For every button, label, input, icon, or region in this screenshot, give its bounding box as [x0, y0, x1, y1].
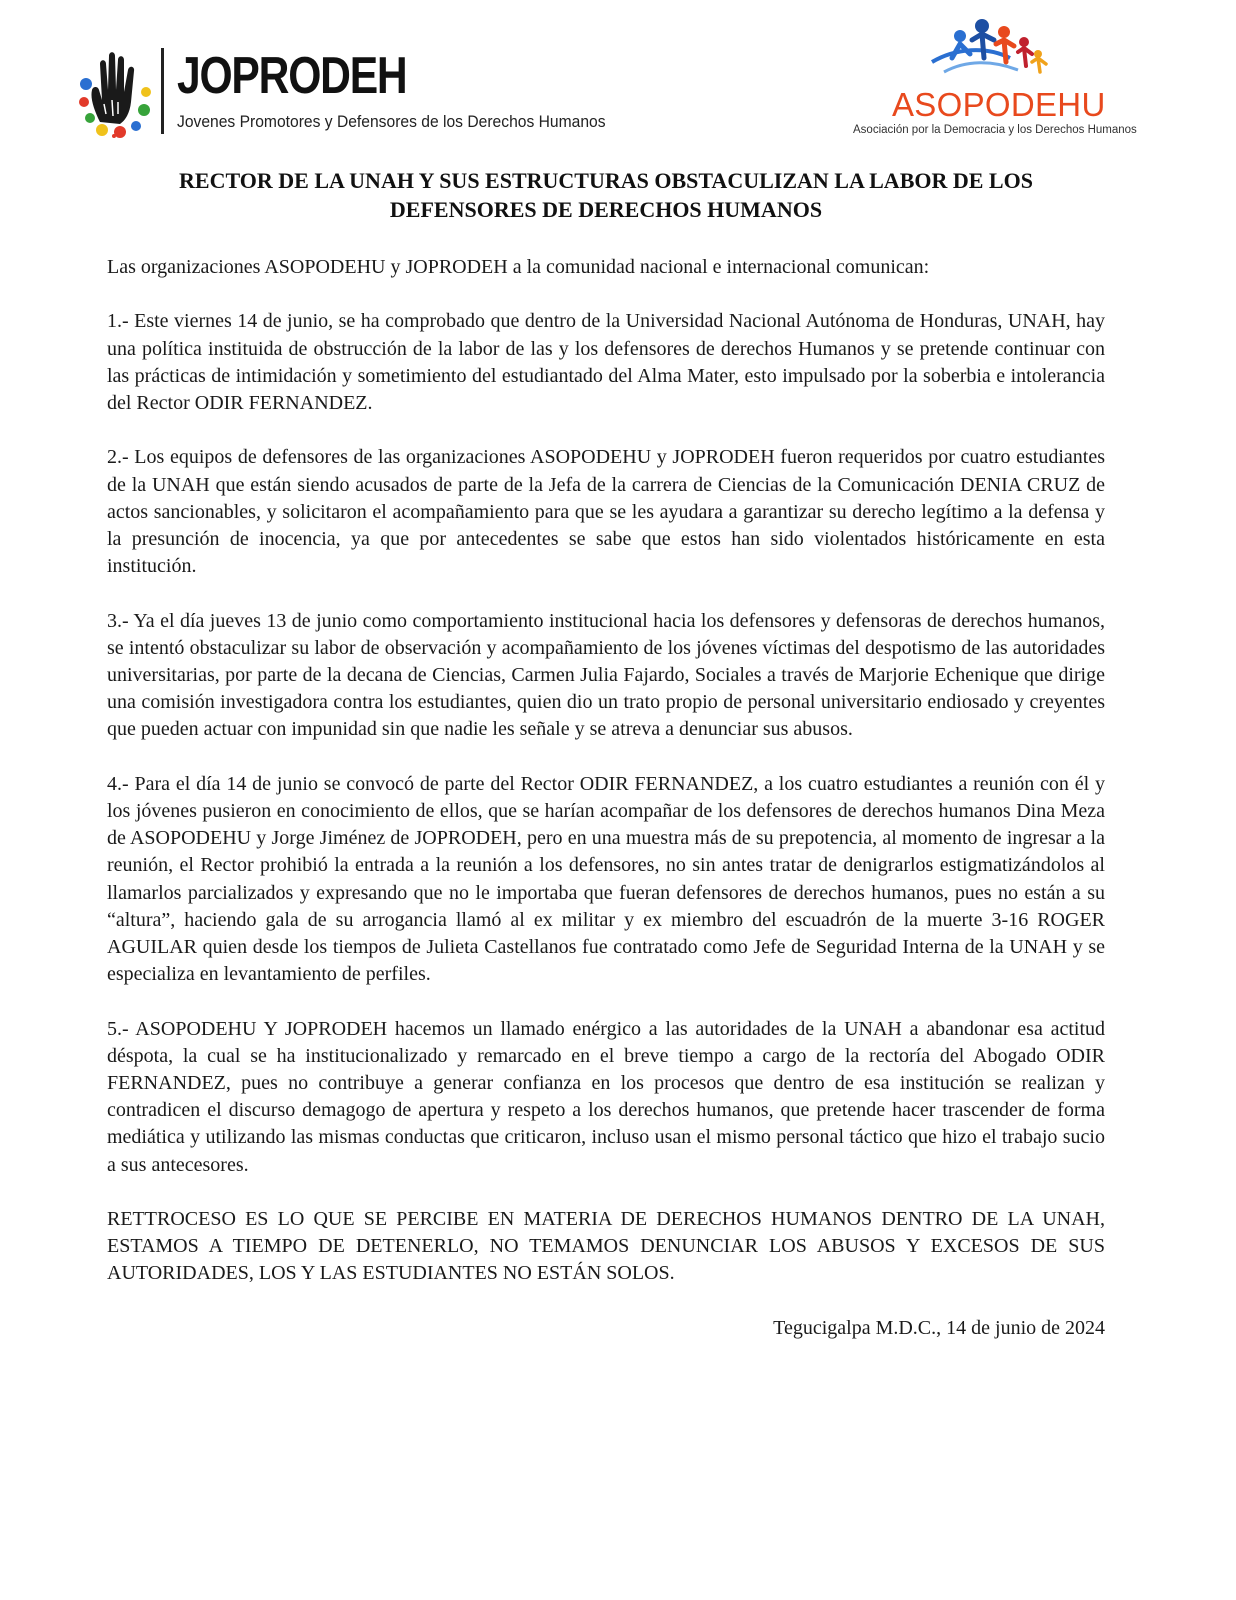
intro-paragraph: Las organizaciones ASOPODEHU y JOPRODEH a la comunidad nacional e internacional comunican:: [107, 256, 930, 278]
asopodehu-logo: [848, 18, 1148, 143]
point-1-paragraph: 1.- Este viernes 14 de junio, se ha comprobado que dentro de la Universidad Nacional Autónoma de Honduras, UNAH, hay una política instituida de obstrucción de la labor de las y los defensores de derechos Humanos y se pretende continuar con las prácticas de intimidación y sometimiento del estudiantado del Alma Mater, esto impulsado por la soberbia e intolerancia del Rector ODIR FERNANDEZ.: [107, 310, 1105, 414]
painted-hand-icon: [78, 44, 152, 138]
point-4-paragraph: 4.- Para el día 14 de junio se convocó de parte del Rector ODIR FERNANDEZ, a los cuatro estudiantes a reunión con él y los jóvenes pusieron en conocimiento de ellos, que se harían acompañar de los defensores de derechos humanos Dina Meza de ASOPODEHU y Jorge Jiménez de JOPRODEH, pero en una muestra más de su prepotencia, al momento de ingresar a la reunión, el Rector prohibió la entrada a la reunión a los defensores, no sin antes tratar de denigrarlos estigmatizándolos al llamarlos parcializados y expresando que no le importaba que fueran defensores de derechos humanos, pues no están a su “altura”, haciendo gala de su arrogancia llamó al ex militar y ex miembro del escuadrón de la muerte 3-16 ROGER AGUILAR quien desde los tiempos de Julieta Castellanos fue contratado como Jefe de Seguridad Interna de la UNAH y se especializa en levantamiento de perfiles.: [107, 772, 1105, 986]
people-figures-icon: [926, 18, 1050, 90]
asopodehu-logo-name: ASOPODEHU: [892, 86, 1106, 123]
joprodeh-logo: [78, 40, 606, 140]
title-line-2: DEFENSORES DE DERECHOS HUMANOS: [389, 197, 823, 222]
point-3-paragraph: 3.- Ya el día jueves 13 de junio como comportamiento institucional hacia los defensores y defensoras de derechos humanos, se intentó obstaculizar su labor de observación y acompañamiento de los jóvenes víctimas del despotismo de las autoridades universitarias, por parte de la decana de Ciencias, Carmen Julia Fajardo, Sociales a través de Marjorie Echenique que dirige una comisión investigadora contra los estudiantes, quien dio un trato propio de personal universitario endiosado y creyentes que pueden actuar con impunidad sin que nadie les señale y se atreva a denunciar sus abusos.: [107, 609, 1105, 741]
joprodeh-logo-name: JOPRODEH: [177, 47, 407, 105]
logo-divider: [161, 48, 164, 134]
asopodehu-logo-tagline: Asociación por la Democracia y los Derechos Humanos: [853, 124, 1137, 136]
point-2-paragraph: 2.- Los equipos de defensores de las organizaciones ASOPODEHU y JOPRODEH fueron requeridos por cuatro estudiantes de la UNAH que están siendo acusados de parte de la Jefa de la carrera de Ciencias de la Comunicación DENIA CRUZ de actos sancionables, y solicitaron el acompañamiento para que se les ayudara a garantizar su derecho legítimo a la defensa y la presunción de inocencia, ya que por antecedentes se sabe que estos han sido violentados históricamente en esta institución.: [107, 446, 1105, 578]
letterhead: [0, 0, 1236, 160]
document-title: [107, 166, 1105, 224]
joprodeh-logo-tagline: Jovenes Promotores y Defensores de los Derechos Humanos: [177, 112, 606, 131]
dateline: Tegucigalpa M.D.C., 14 de junio de 2024: [773, 1316, 1105, 1339]
point-5-paragraph: 5.- ASOPODEHU Y JOPRODEH hacemos un llamado enérgico a las autoridades de la UNAH a abandonar esa actitud déspota, la cual se ha institucionalizado y remarcado en el breve tiempo a cargo de la rectoría del Abogado ODIR FERNANDEZ, pues no contribuye a generar confianza en los procesos que dentro de esa institución se realizan y contradicen el discurso demagogo de apertura y respeto a los derechos humanos, que pretende hacer trascender de forma mediática y utilizando las mismas conductas que criticaron, incluso usan el mismo personal táctico que hizo el trabajo sucio a sus antecesores.: [107, 1017, 1105, 1176]
document-body: [107, 254, 1105, 1369]
title-line-1: RECTOR DE LA UNAH Y SUS ESTRUCTURAS OBSTACULIZAN LA LABOR DE LOS: [179, 168, 1033, 193]
closing-paragraph: RETTROCESO ES LO QUE SE PERCIBE EN MATERIA DE DERECHOS HUMANOS DENTRO DE LA UNAH, ESTAMOS A TIEMPO DE DETENERLO, NO TEMAMOS DENUNCIAR LOS ABUSOS Y EXCESOS DE SUS AUTORIDADES, LOS Y LAS ESTUDIANTES NO ESTÁN SOLOS.: [107, 1208, 1105, 1285]
